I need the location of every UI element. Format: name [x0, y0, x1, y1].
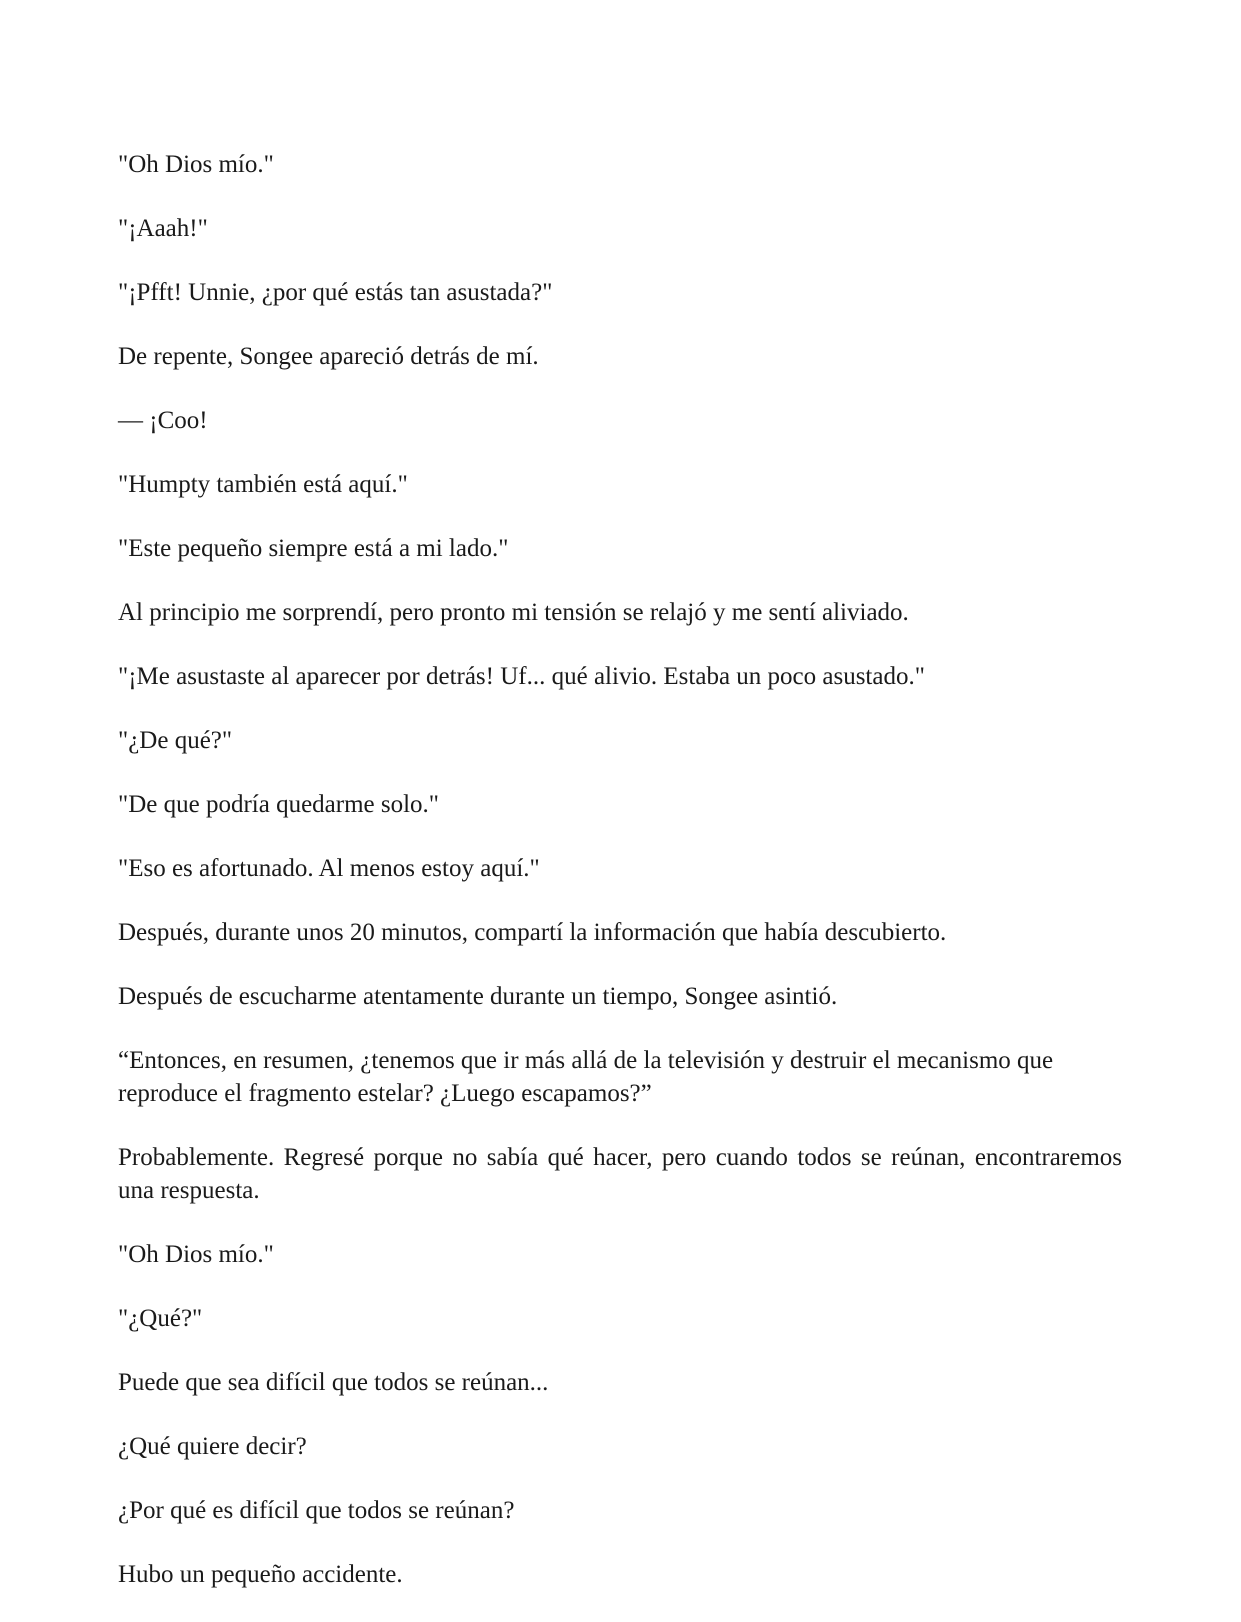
paragraph: "¡Aaah!": [118, 215, 208, 242]
paragraph: Hubo un pequeño accidente.: [118, 1561, 403, 1588]
paragraph: Después, durante unos 20 minutos, compartí la información que había descubierto.: [118, 919, 947, 946]
paragraph: Al principio me sorprendí, pero pronto mi tensión se relajó y me sentí aliviado.: [118, 599, 909, 626]
paragraph: Después de escucharme atentamente durante un tiempo, Songee asintió.: [118, 983, 838, 1010]
paragraph: De repente, Songee apareció detrás de mí.: [118, 343, 539, 370]
paragraph: "Oh Dios mío.": [118, 1241, 274, 1268]
paragraph: — ¡Coo!: [118, 407, 208, 434]
paragraph: "¡Me asustaste al aparecer por detrás! Uf... qué alivio. Estaba un poco asustado.": [118, 663, 925, 690]
paragraph: “Entonces, en resumen, ¿tenemos que ir más allá de la televisión y destruir el mecanismo que reproduce el fragmento estelar? ¿Luego escapamos?”: [118, 1047, 1054, 1107]
paragraph: "Oh Dios mío.": [118, 151, 274, 178]
paragraph: "Este pequeño siempre está a mi lado.": [118, 535, 509, 562]
paragraph: "Humpty también está aquí.": [118, 471, 408, 498]
paragraph: "¿De qué?": [118, 727, 233, 754]
paragraph: "De que podría quedarme solo.": [118, 791, 440, 818]
paragraph: "Eso es afortunado. Al menos estoy aquí.": [118, 855, 540, 882]
document-body: [118, 148, 1122, 1622]
paragraph: Puede que sea difícil que todos se reúnan...: [118, 1369, 549, 1396]
paragraph: "¿Qué?": [118, 1305, 203, 1332]
paragraph: ¿Qué quiere decir?: [118, 1433, 307, 1460]
paragraph: ¿Por qué es difícil que todos se reúnan?: [118, 1497, 515, 1524]
paragraph: "¡Pfft! Unnie, ¿por qué estás tan asustada?": [118, 279, 553, 306]
paragraph: Probablemente. Regresé porque no sabía qué hacer, pero cuando todos se reúnan, encontraremos una respuesta.: [118, 1144, 1122, 1204]
